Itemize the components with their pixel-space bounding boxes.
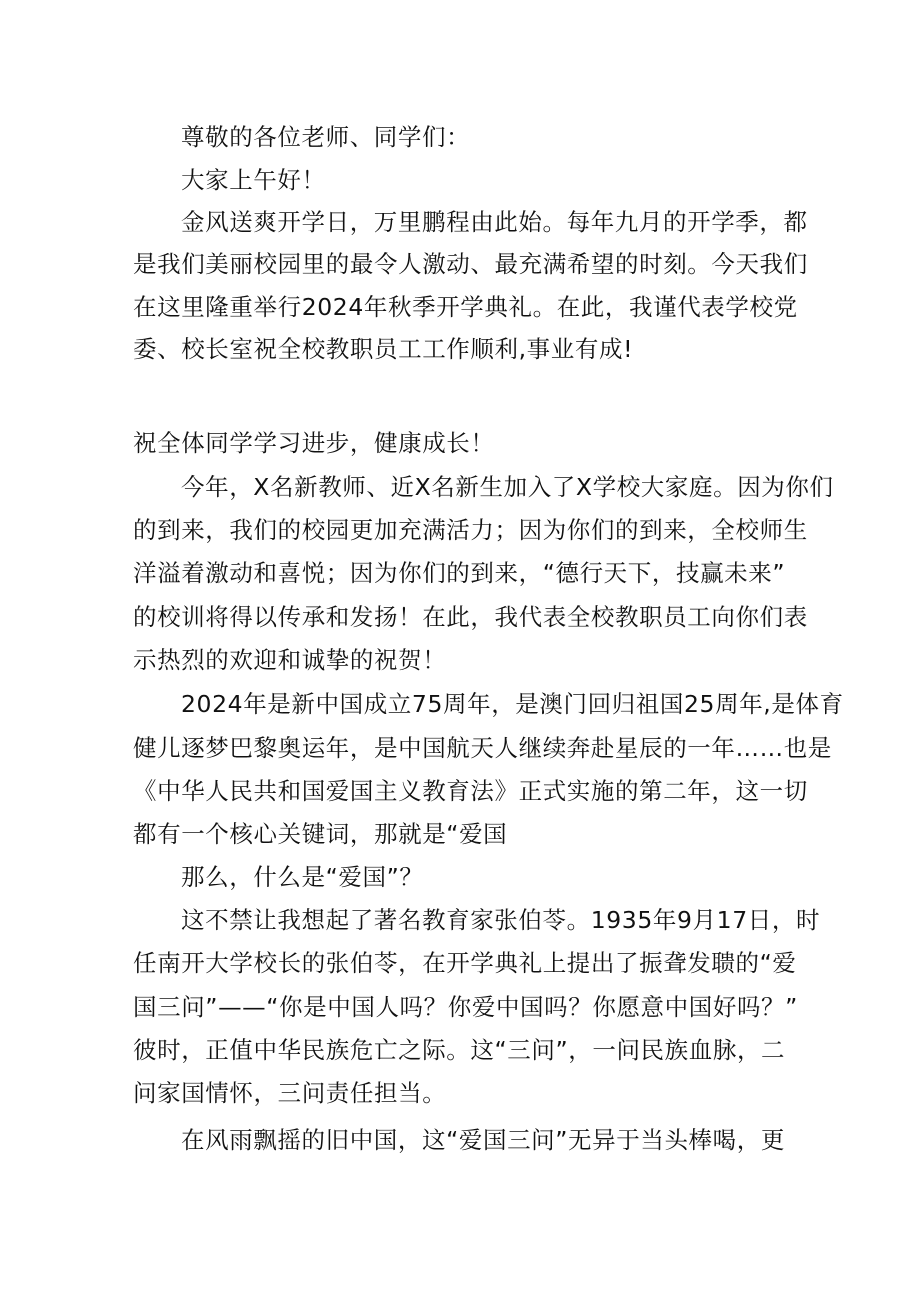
salutation-line: 尊敬的各位老师、同学们： [181,123,471,151]
paragraph-line: 祝全体同学学习进步，健康成长！ [133,429,495,457]
paragraph-line: 的校训将得以传承和发扬！在此，我代表全校教职员工向你们表 [133,603,808,631]
paragraph-line: 问家国情怀，三问责任担当。 [133,1079,447,1107]
paragraph-line: 国三问”——“你是中国人吗？你爱中国吗？你愿意中国好吗？” [133,993,798,1021]
paragraph-line: 《中华人民共和国爱国主义教育法》正式实施的第二年，这一切 [133,777,808,805]
paragraph-line: 这不禁让我想起了著名教育家张伯苓。1935年9月17日，时 [181,906,821,934]
paragraph-line: 的到来，我们的校园更加充满活力；因为你们的到来，全校师生 [133,516,808,544]
paragraph-line: 2024年是新中国成立75周年，是澳门回归祖国25周年,是体育 [181,690,844,718]
paragraph-line: 在这里隆重举行2024年秋季开学典礼。在此，我谨代表学校党 [133,293,798,321]
greeting-line: 大家上午好！ [181,166,326,194]
paragraph-line: 示热烈的欢迎和诚挚的祝贺！ [133,646,447,674]
paragraph-line: 那么，什么是“爱国”？ [181,863,424,891]
paragraph-line: 任南开大学校长的张伯苓，在开学典礼上提出了振聋发聩的“爱 [133,949,797,977]
paragraph-line: 都有一个核心关键词，那就是“爱国 [133,820,508,848]
paragraph-line: 在风雨飘摇的旧中国，这“爱国三问”无异于当头棒喝，更 [181,1126,785,1154]
paragraph-line: 健儿逐梦巴黎奥运年，是中国航天人继续奔赴星辰的一年……也是 [133,734,832,762]
paragraph-line: 金风送爽开学日，万里鹏程由此始。每年九月的开学季，都 [181,208,808,236]
paragraph-line: 是我们美丽校园里的最令人激动、最充满希望的时刻。今天我们 [133,250,808,278]
paragraph-line: 委、校长室祝全校教职员工工作顺利,事业有成! [133,335,634,363]
paragraph-line: 今年，X名新教师、近X名新生加入了X学校大家庭。因为你们 [181,473,834,501]
paragraph-line: 彼时，正值中华民族危亡之际。这“三问”，一问民族血脉，二 [133,1036,786,1064]
paragraph-line: 洋溢着激动和喜悦；因为你们的到来，“德行天下，技赢未来” [133,559,786,587]
